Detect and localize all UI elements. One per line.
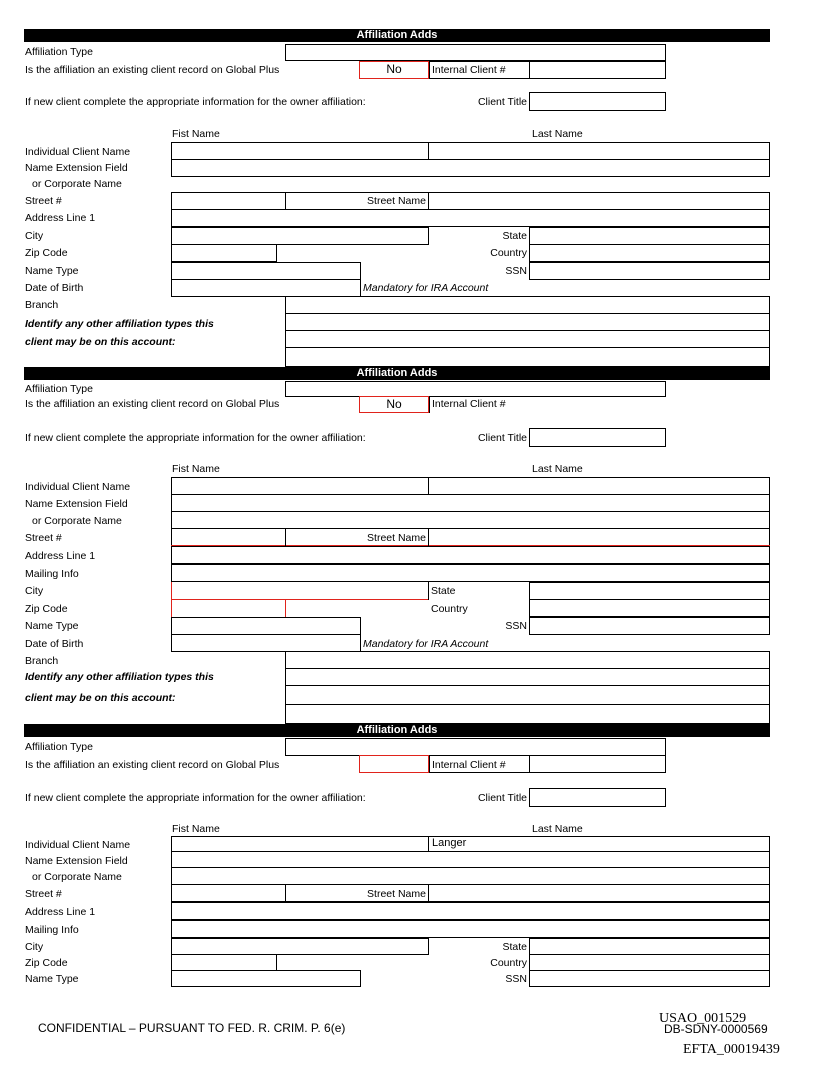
ssn-label: SSN <box>505 265 527 277</box>
existing-record-value: No <box>386 397 402 411</box>
last-name-field[interactable] <box>428 836 770 852</box>
country-field[interactable] <box>529 599 770 617</box>
client-title-field[interactable] <box>529 788 666 807</box>
street-name-field[interactable] <box>428 192 770 210</box>
city-label: City <box>25 941 44 953</box>
new-client-note: If new client complete the appropriate information for the owner affiliation: <box>25 96 366 108</box>
affiliation-type-label: Affiliation Type <box>25 383 93 395</box>
address-line-1-label: Address Line 1 <box>25 212 96 224</box>
affiliation-type-label: Affiliation Type <box>25 741 93 753</box>
mailing-info-field[interactable] <box>171 920 770 938</box>
corporate-name-label: or Corporate Name <box>32 178 122 190</box>
client-title-label: Client Title <box>477 792 527 804</box>
first-name-field[interactable] <box>171 836 429 852</box>
address-line-1-label: Address Line 1 <box>25 550 96 562</box>
address-line-1-field[interactable] <box>171 902 770 920</box>
last-name-header: Last Name <box>532 128 583 140</box>
zip-code-field[interactable] <box>171 244 277 262</box>
internal-client-label: Internal Client # <box>432 398 506 410</box>
other-type-field-1[interactable] <box>285 313 770 331</box>
street-no-field[interactable] <box>171 884 286 902</box>
existing-record-label: Is the affiliation an existing client record on Global Plus <box>25 64 280 76</box>
corporate-name-field[interactable] <box>171 511 770 529</box>
address-line-1-label: Address Line 1 <box>25 906 96 918</box>
street-no-label: Street # <box>25 888 62 900</box>
date-of-birth-field[interactable] <box>171 279 361 297</box>
mailing-info-label: Mailing Info <box>25 568 79 580</box>
ssn-label: SSN <box>505 973 527 985</box>
zip-divider <box>276 954 277 971</box>
city-field[interactable] <box>171 227 429 245</box>
address-line-1-field[interactable] <box>171 209 770 227</box>
client-title-field[interactable] <box>529 428 666 447</box>
street-name-divider <box>428 528 429 546</box>
street-no-field[interactable] <box>171 192 286 210</box>
internal-client-field[interactable] <box>529 755 666 773</box>
other-types-label-2: client may be on this account: <box>25 692 176 704</box>
mandatory-ira-note: Mandatory for IRA Account <box>363 282 489 294</box>
name-extension-label: Name Extension Field <box>25 498 128 510</box>
name-type-label: Name Type <box>25 265 79 277</box>
country-field[interactable] <box>529 954 770 971</box>
client-title-label: Client Title <box>477 432 527 444</box>
ssn-field[interactable] <box>529 617 770 635</box>
name-type-field[interactable] <box>171 617 361 635</box>
existing-record-label: Is the affiliation an existing client record on Global Plus <box>25 398 280 410</box>
affiliation-type-field[interactable] <box>285 738 666 756</box>
street-row-box <box>171 528 770 546</box>
bates-usao: USAO_001529 <box>659 1011 747 1026</box>
individual-client-name-label: Individual Client Name <box>25 839 131 851</box>
city-red-left <box>171 582 172 600</box>
name-extension-field[interactable] <box>171 494 770 512</box>
corporate-name-field[interactable] <box>171 867 770 885</box>
first-name-field[interactable] <box>171 477 429 495</box>
street-no-divider <box>285 528 286 546</box>
city-red-underline <box>171 599 429 600</box>
street-name-label: Street Name <box>367 532 426 544</box>
first-name-header: Fist Name <box>172 463 220 475</box>
internal-client-field[interactable] <box>529 61 666 79</box>
state-field[interactable] <box>529 582 770 600</box>
name-extension-field[interactable] <box>171 159 770 177</box>
other-type-field-2[interactable] <box>285 685 770 705</box>
zip-code-label: Zip Code <box>25 247 68 259</box>
country-label: Country <box>490 247 527 259</box>
first-name-header: Fist Name <box>172 823 220 835</box>
address-line-1-field[interactable] <box>171 546 770 564</box>
other-type-field-3[interactable] <box>285 704 770 724</box>
other-type-field-2[interactable] <box>285 330 770 348</box>
confidential-footer: CONFIDENTIAL – PURSUANT TO FED. R. CRIM. P. 6(e) <box>38 1021 346 1035</box>
last-name-field[interactable] <box>428 142 770 160</box>
country-label: Country <box>431 603 468 615</box>
other-type-field-3[interactable] <box>285 347 770 367</box>
city-label: City <box>25 585 44 597</box>
city-divider <box>428 582 429 600</box>
name-type-label: Name Type <box>25 620 79 632</box>
street-no-label: Street # <box>25 195 62 207</box>
section-header-1: Affiliation Adds <box>24 29 770 42</box>
street-name-field[interactable] <box>428 884 770 902</box>
bates-efta: EFTA_00019439 <box>683 1042 780 1057</box>
branch-field[interactable] <box>285 296 770 314</box>
individual-client-name-label: Individual Client Name <box>25 481 131 493</box>
street-name-label: Street Name <box>367 888 426 900</box>
corporate-name-label: or Corporate Name <box>32 871 122 883</box>
first-name-header: Fist Name <box>172 128 220 140</box>
zip-code-label: Zip Code <box>25 957 68 969</box>
date-of-birth-field[interactable] <box>171 634 361 652</box>
zip-code-field[interactable] <box>171 954 277 971</box>
client-title-label: Client Title <box>477 96 527 108</box>
date-of-birth-label: Date of Birth <box>25 282 84 294</box>
mailing-info-field[interactable] <box>171 564 770 582</box>
ssn-label: SSN <box>505 620 527 632</box>
zip-red-right <box>285 600 286 617</box>
other-types-label-1: Identify any other affiliation types this <box>25 318 214 330</box>
branch-label: Branch <box>25 655 59 667</box>
existing-record-label: Is the affiliation an existing client record on Global Plus <box>25 759 280 771</box>
existing-record-value: No <box>386 62 402 76</box>
city-label: City <box>25 230 44 242</box>
section-header-3: Affiliation Adds <box>24 724 770 737</box>
client-title-field[interactable] <box>529 92 666 111</box>
affiliation-type-field[interactable] <box>285 381 666 397</box>
state-label: State <box>431 585 456 597</box>
section-header-2: Affiliation Adds <box>24 367 770 380</box>
other-type-field-1[interactable] <box>285 668 770 686</box>
name-extension-label: Name Extension Field <box>25 855 128 867</box>
mailing-info-label: Mailing Info <box>25 924 79 936</box>
existing-record-field[interactable] <box>359 755 429 773</box>
state-label: State <box>502 230 527 242</box>
zip-red-left <box>171 600 172 617</box>
name-type-field[interactable] <box>171 262 361 280</box>
first-name-field[interactable] <box>171 142 429 160</box>
internal-client-label: Internal Client # <box>432 64 506 76</box>
name-extension-field[interactable] <box>171 851 770 868</box>
last-name-value: Langer <box>432 837 467 849</box>
branch-field[interactable] <box>285 651 770 669</box>
individual-client-name-label: Individual Client Name <box>25 146 131 158</box>
other-types-label-1: Identify any other affiliation types this <box>25 671 214 683</box>
city-field[interactable] <box>171 938 429 955</box>
new-client-note: If new client complete the appropriate information for the owner affiliation: <box>25 792 366 804</box>
affiliation-type-label: Affiliation Type <box>25 46 93 58</box>
new-client-note: If new client complete the appropriate information for the owner affiliation: <box>25 432 366 444</box>
other-types-label-2: client may be on this account: <box>25 336 176 348</box>
internal-client-label: Internal Client # <box>432 759 506 771</box>
street-no-label: Street # <box>25 532 62 544</box>
country-field[interactable] <box>529 244 770 262</box>
name-type-label: Name Type <box>25 973 79 985</box>
street-name-label: Street Name <box>367 195 426 207</box>
state-label: State <box>502 941 527 953</box>
last-name-header: Last Name <box>532 463 583 475</box>
country-label: Country <box>490 957 527 969</box>
branch-label: Branch <box>25 299 59 311</box>
state-field[interactable] <box>529 227 770 245</box>
name-extension-label: Name Extension Field <box>25 162 128 174</box>
state-field[interactable] <box>529 938 770 955</box>
affiliation-type-field[interactable] <box>285 44 666 61</box>
bates-db-sdny: DB-SDNY-0000569 <box>664 1022 768 1036</box>
ssn-field[interactable] <box>529 970 770 987</box>
last-name-header: Last Name <box>532 823 583 835</box>
zip-code-label: Zip Code <box>25 603 68 615</box>
internal-client-divider <box>429 396 430 413</box>
name-type-field[interactable] <box>171 970 361 987</box>
corporate-name-label: or Corporate Name <box>32 515 122 527</box>
date-of-birth-label: Date of Birth <box>25 638 84 650</box>
last-name-field[interactable] <box>428 477 770 495</box>
ssn-field[interactable] <box>529 262 770 280</box>
mandatory-ira-note: Mandatory for IRA Account <box>363 638 489 650</box>
